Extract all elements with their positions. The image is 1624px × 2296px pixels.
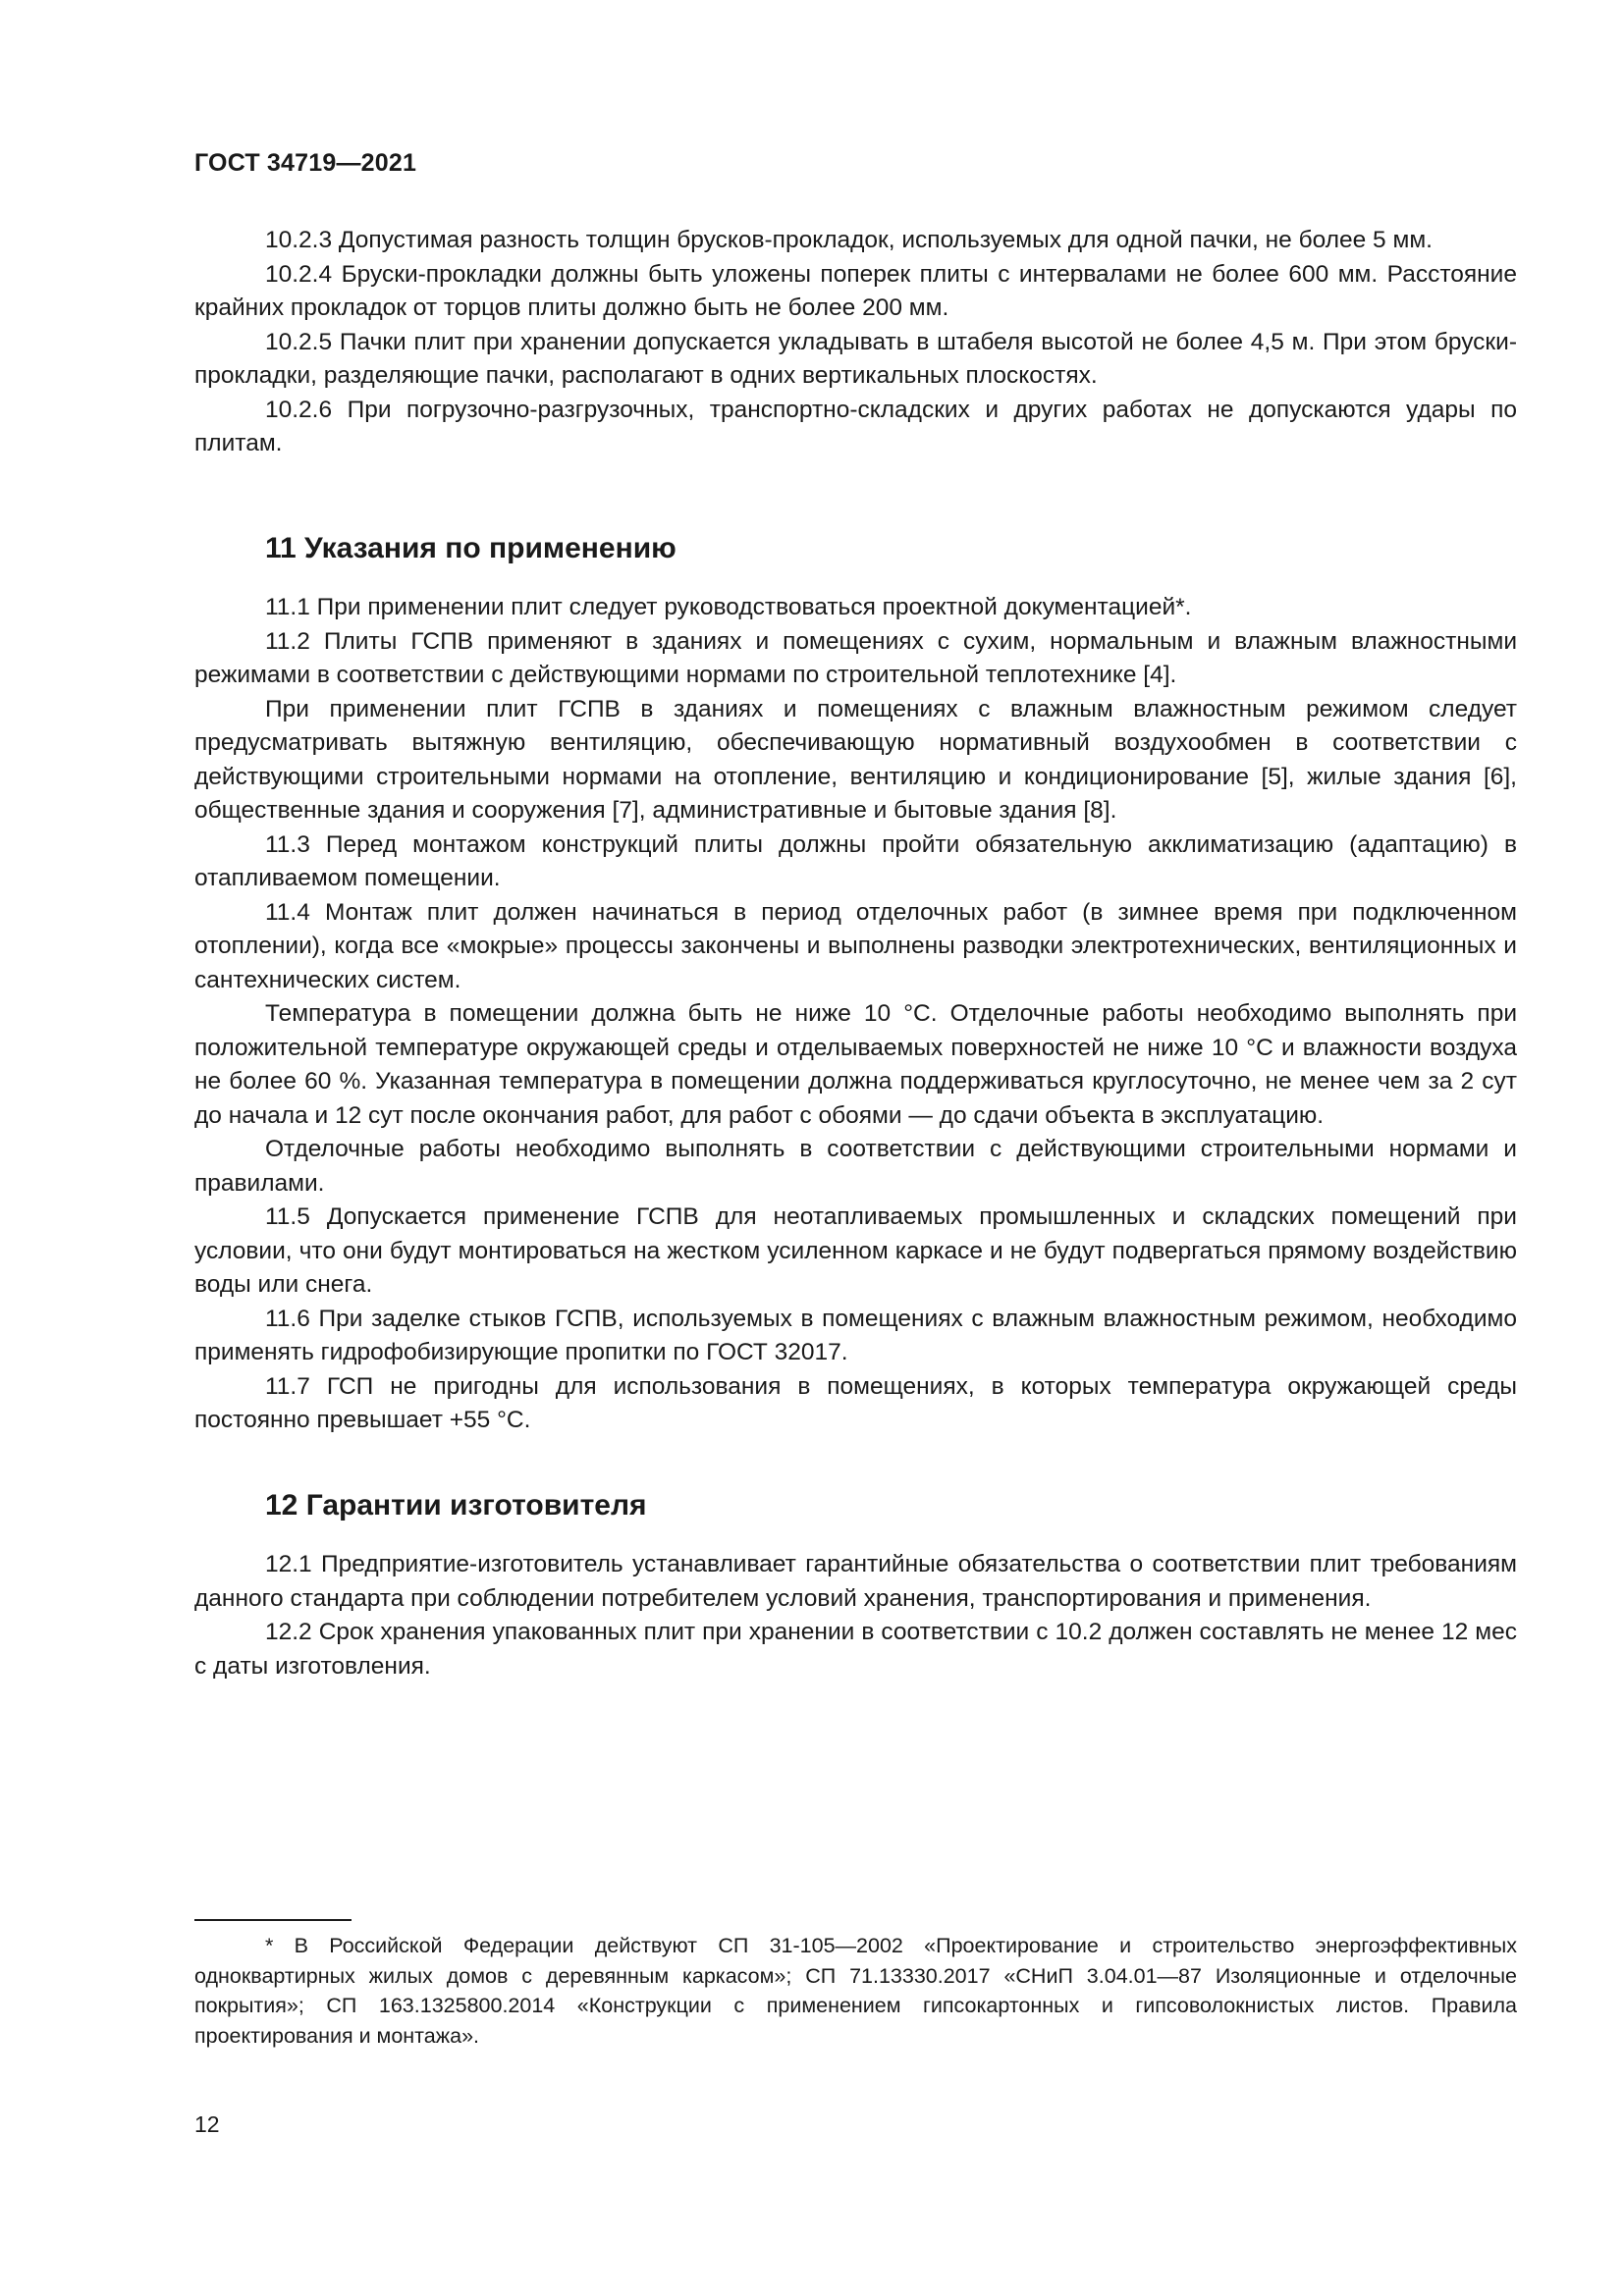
clause-11-6: 11.6 При заделке стыков ГСПВ, используемых в помещениях с влажным влажностным режимом, необходимо применять гидрофобизирующие пропитки по ГОСТ 32017. — [194, 1305, 1517, 1365]
section-12-paragraphs — [194, 1548, 1517, 1683]
section-12-heading: 12 Гарантии изготовителя — [265, 1489, 647, 1522]
section-11-paragraphs — [194, 591, 1517, 1438]
document-header: ГОСТ 34719—2021 — [194, 149, 417, 177]
footnote-divider — [194, 1919, 352, 1921]
section-10-2-paragraphs — [194, 224, 1517, 461]
clause-11-2: 11.2 Плиты ГСПВ применяют в зданиях и помещениях с сухим, нормальным и влажным влажностными режимами в соответствии с действующими нормами по строительной теплотехнике [4]. — [194, 627, 1517, 688]
clause-12-2: 12.2 Срок хранения упакованных плит при хранении в соответствии с 10.2 должен составлять не менее 12 мес с даты изготовления. — [194, 1619, 1517, 1680]
clause-11-2-ventilation: При применении плит ГСПВ в зданиях и помещениях с влажным влажностным режимом следует предусматривать вытяжную вентиляцию, обеспечивающую нормативный воздухообмен в соответствии с действующими строительными нормами на отопление, вентиляцию и кондиционирование [5], жилые здания [6], общественные здания и сооружения [7], административные и бытовые здания [8]. — [194, 695, 1517, 824]
footnote — [194, 1931, 1517, 2051]
clause-12-1: 12.1 Предприятие-изготовитель устанавливает гарантийные обязательства о соответствии плит требованиям данного стандарта при соблюдении потребителем условий хранения, транспортирования и применения. — [194, 1551, 1517, 1612]
clause-11-5: 11.5 Допускается применение ГСПВ для неотапливаемых промышленных и складских помещений при условии, что они будут монтироваться на жестком усиленном каркасе и не будут подвергаться прямому воздействию воды или снега. — [194, 1203, 1517, 1298]
clause-10-2-5: 10.2.5 Пачки плит при хранении допускается укладывать в штабеля высотой не более 4,5 м. При этом бруски-прокладки, разделяющие пачки, располагают в одних вертикальных плоскостях. — [194, 328, 1517, 389]
footnote-text: * В Российской Федерации действуют СП 31-105—2002 «Проектирование и строительство энергоэффективных одноквартирных жилых домов с деревянным каркасом»; СП 71.13330.2017 «СНиП 3.04.01—87 Изоляционные и отделочные покрытия»; СП 163.1325800.2014 «Конструкции с применением гипсокартонных и гипсоволокнистых листов. Правила проектирования и монтажа». — [194, 1934, 1517, 2048]
clause-11-3: 11.3 Перед монтажом конструкций плиты должны пройти обязательную акклиматизацию (адаптацию) в отапливаемом помещении. — [194, 830, 1517, 891]
clause-10-2-3: 10.2.3 Допустимая разность толщин брусков-прокладок, используемых для одной пачки, не более 5 мм. — [265, 227, 1433, 253]
clause-10-2-6: 10.2.6 При погрузочно-разгрузочных, транспортно-складских и других работах не допускаются удары по плитам. — [194, 396, 1517, 456]
clause-11-4-temperature: Температура в помещении должна быть не ниже 10 °С. Отделочные работы необходимо выполнять при положительной температуре окружающей среды и отделываемых поверхностей не ниже 10 °С и влажности воздуха не более 60 %. Указанная температура в помещении должна поддерживаться круглосуточно, не менее чем за 2 сут до начала и 12 сут после окончания работ, для работ с обоями — до сдачи объекта в эксплуатацию. — [194, 1000, 1517, 1129]
clause-11-4-finishing: Отделочные работы необходимо выполнять в соответствии с действующими строительными нормами и правилами. — [194, 1136, 1517, 1197]
section-11-heading: 11 Указания по применению — [265, 532, 677, 564]
clause-11-4: 11.4 Монтаж плит должен начинаться в период отделочных работ (в зимнее время при подключенном отоплении), когда все «мокрые» процессы закончены и выполнены разводки электротехнических, вентиляционных и сантехнических систем. — [194, 898, 1517, 993]
page-number: 12 — [194, 2111, 220, 2137]
clause-11-1: 11.1 При применении плит следует руководствоваться проектной документацией*. — [265, 594, 1192, 620]
clause-10-2-4: 10.2.4 Бруски-прокладки должны быть уложены поперек плиты с интервалами не более 600 мм. Расстояние крайних прокладок от торцов плиты должно быть не более 200 мм. — [194, 260, 1517, 321]
clause-11-7: 11.7 ГСП не пригодны для использования в помещениях, в которых температура окружающей среды постоянно превышает +55 °С. — [194, 1372, 1517, 1433]
